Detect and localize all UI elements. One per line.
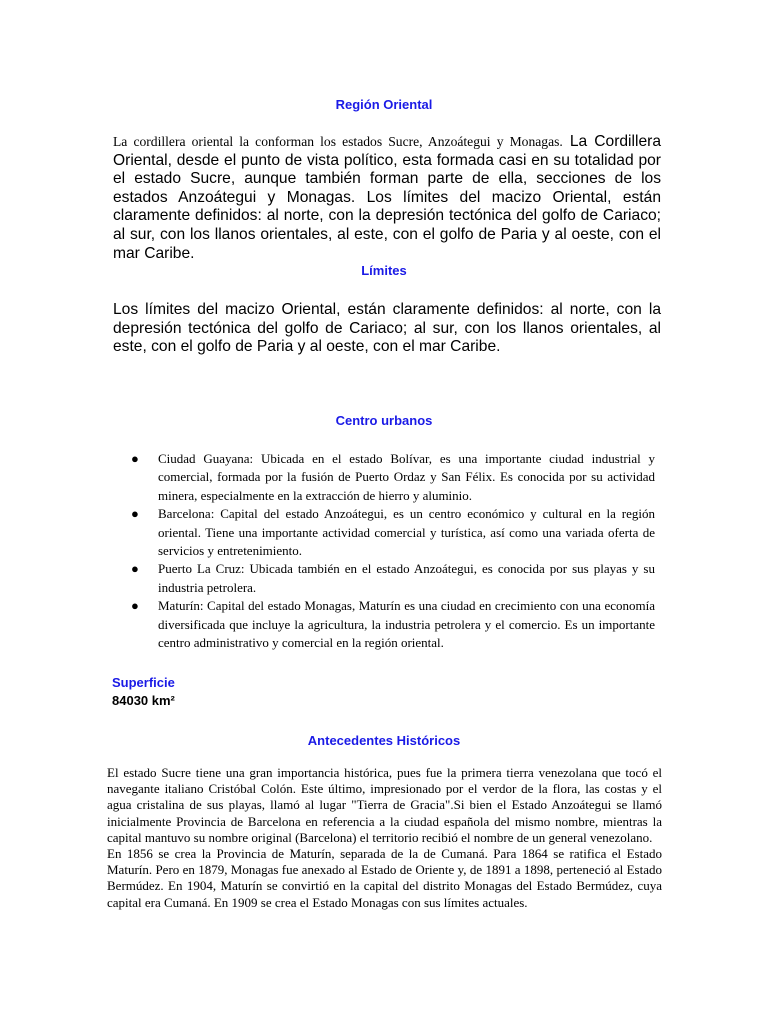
urban-centers-list [131,450,655,652]
list-item-text: Puerto La Cruz: Ubicada también en el estado Anzoátegui, es conocida por sus playas y su industria petrolera. [158,561,655,595]
paragraph-limites: Los límites del macizo Oriental, están claramente definidos: al norte, con la depresión tectónica del golfo de Cariaco; al sur, con los llanos orientales, al este, con el golfo de Paria y al oeste, con el mar Caribe. [113,301,661,356]
list-item-text: Barcelona: Capital del estado Anzoátegui, es un centro económico y cultural en la región oriental. Tiene una importante actividad comercial y turística, así como una variada oferta de servicios y entretenimiento. [158,506,655,559]
list-item-text: Ciudad Guayana: Ubicada en el estado Bolívar, es una importante ciudad industrial y comercial, formada por la fusión de Puerto Ordaz y San Félix. Es conocida por su actividad minera, especialmente en la extracción de hierro y aluminio. [158,451,655,503]
heading-centro-urbanos: Centro urbanos [335,413,433,428]
paragraph-region-intro: La cordillera oriental la conforman los estados Sucre, Anzoátegui y Monagas. [113,134,563,149]
heading-region-oriental: Región Oriental [335,97,433,112]
paragraph-history [107,765,662,911]
list-item-text: Maturín: Capital del estado Monagas, Maturín es una ciudad en crecimiento con una economía diversificada que incluye la agricultura, la industria petrolera y el comercio. Es un importante centro administrativo y comercial en la región oriental. [158,598,655,651]
paragraph-history-1: El estado Sucre tiene una gran importancia histórica, pues fue la primera tierra venezolana que tocó el navegante italiano Cristóbal Colón. Este último, impresionado por el verdor de la flora, las costas y el agua cristalina de sus playas, llamó al lugar "Tierra de Gracia".Si bien el Estado Anzoátegui se llamó inicialmente Provincia de Barcelona en referencia a la ciudad española del mismo nombre, mientras la capital mantuvo su nombre original (Barcelona) el territorio recibió el nombre de un general venezolano. [107,765,662,845]
paragraph-region-oriental [113,133,661,263]
bullet-icon: ● [131,506,139,522]
paragraph-history-2: En 1856 se crea la Provincia de Maturín, separada de la de Cumaná. Para 1864 se ratifica el Estado Maturín. Pero en 1879, Monagas fue anexado al Estado de Oriente y, de 1891 a 1898, perteneció al Estado Bermúdez. En 1904, Maturín se convirtió en la capital del distrito Monagas del Estado Bermúdez, cuya capital era Cumaná. En 1909 se crea el Estado Monagas con sus límites actuales. [107,846,662,910]
list-item [131,560,655,597]
surface-label: Superficie [112,675,175,690]
bullet-icon: ● [131,451,139,466]
list-item [131,597,655,652]
heading-antecedentes-historicos: Antecedentes Históricos [307,733,461,748]
paragraph-region-body: La Cordillera Oriental, desde el punto de vista político, esta formada casi en su totalidad por el estado Sucre, aunque también forman parte de ella, secciones de los estados Anzoátegui y Monagas. Los límites del macizo Oriental, están claramente definidos: al norte, con la depresión tectónica del golfo de Cariaco; al sur, con los llanos orientales, al este, con el golfo de Paria y al oeste, con el mar Caribe. [113,133,661,262]
list-item [131,505,655,560]
surface-value: 84030 km² [112,693,175,708]
bullet-icon: ● [131,561,139,577]
list-item [131,450,655,505]
heading-limites: Límites [361,263,407,278]
bullet-icon: ● [131,598,139,614]
